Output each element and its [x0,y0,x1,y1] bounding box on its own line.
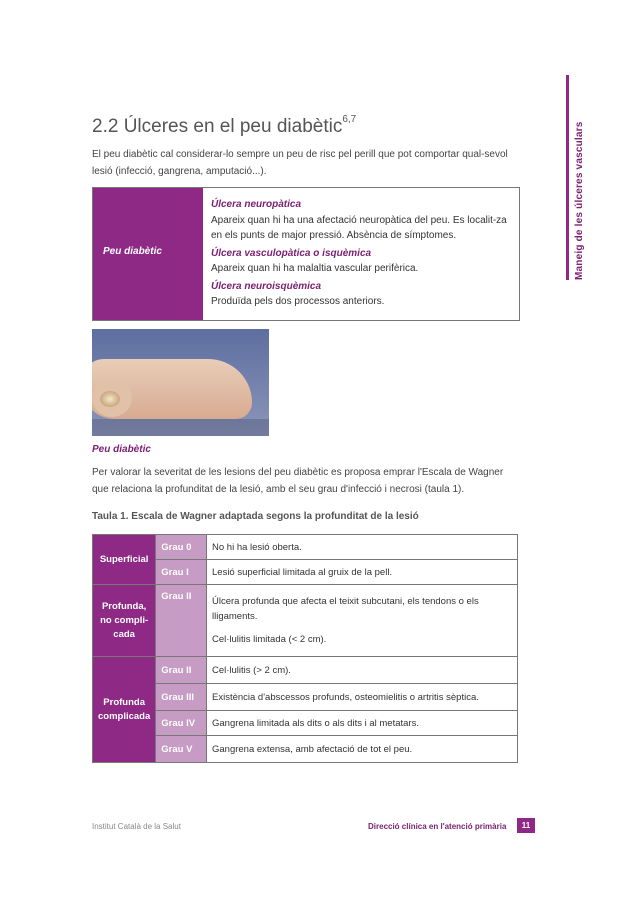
table-row [93,711,518,736]
description-text: Úlcera profunda que afecta el teixit subcutani, els tendons o els lligaments. [212,596,479,622]
category-cell: Superficial [93,535,156,585]
ulcer-type-text: Apareix quan hi ha malaltia vascular perifèrica. [211,263,419,274]
grade-cell: Grau IV [156,711,207,736]
ulcer-type-text: Produïda pels dos processos anteriors. [211,296,385,307]
description-cell: Existència d'abscessos profunds, osteomielitis o artritis sèptica. [207,684,518,711]
grade-cell: Grau I [156,560,207,585]
description-cell: Cel·lulitis (> 2 cm). [207,657,518,684]
intro-paragraph: El peu diabètic cal considerar-lo sempre un peu de risc pel perill que pot comportar qual-sevol lesió (infecció, gangrena, amputació...). [92,149,508,177]
table-row [93,560,518,585]
table-row [93,684,518,711]
info-box-label-cell [93,188,203,320]
ulcer-type-heading: Úlcera neuropàtica [211,199,302,210]
description-cell [207,585,518,657]
table-row [93,585,518,657]
category-cell: Profunda complicada [93,657,156,763]
description-cell: Gangrena limitada als dits o als dits i al metatars. [207,711,518,736]
section-title: 2.2 Úlceres en el peu diabètic$^{6,7}$ [92,114,357,137]
table-row [93,535,518,560]
diabetic-foot-photo [92,329,269,436]
footer-institution: Institut Català de la Salut [92,822,181,831]
grade-cell: Grau III [156,684,207,711]
ulcer-type-text: Apareix quan hi ha una afectació neuropàtica del peu. Es localit-za en els punts de major pressió. Absència de símptomes. [211,214,507,241]
table-caption: Taula 1. Escala de Wagner adaptada segons la profunditat de la lesió [92,511,419,522]
grade-cell: Grau II [156,657,207,684]
description-text: Cel·lulitis limitada (< 2 cm). [212,634,327,645]
grade-cell: Grau 0 [156,535,207,560]
grade-cell: Grau V [156,736,207,763]
description-cell: Gangrena extensa, amb afectació de tot el peu. [207,736,518,763]
info-box [92,187,520,321]
side-section-label: Maneig de les úlceres vasculars [574,121,585,280]
wagner-paragraph: Per valorar la severitat de les lesions del peu diabètic es proposa emprar l'Escala de Wagner que relaciona la profunditat de la lesió, amb el seu grau d'infecció i necrosi (taula 1). [92,467,504,495]
table-row [93,657,518,684]
footer-department: Direcció clínica en l'atenció primària [368,822,507,831]
category-cell: Profunda, no compli-cada [93,585,156,657]
wagner-table [92,534,518,763]
info-box-label: Peu diabètic [103,246,162,257]
info-box-content [211,197,511,310]
description-cell: No hi ha lesió oberta. [207,535,518,560]
title-reference: 6,7 [342,114,357,125]
ulcer-type-heading: Úlcera vasculopàtica o isquèmica [211,247,372,259]
page-number: 11 [517,818,535,833]
description-cell: Lesió superficial limitada al gruix de la pell. [207,560,518,585]
ulcer-type-heading: Úlcera neuroisquèmica [211,280,322,292]
side-accent-bar [566,75,569,280]
table-row [93,736,518,763]
grade-cell: Grau II [156,585,207,657]
photo-caption: Peu diabètic [92,444,151,455]
